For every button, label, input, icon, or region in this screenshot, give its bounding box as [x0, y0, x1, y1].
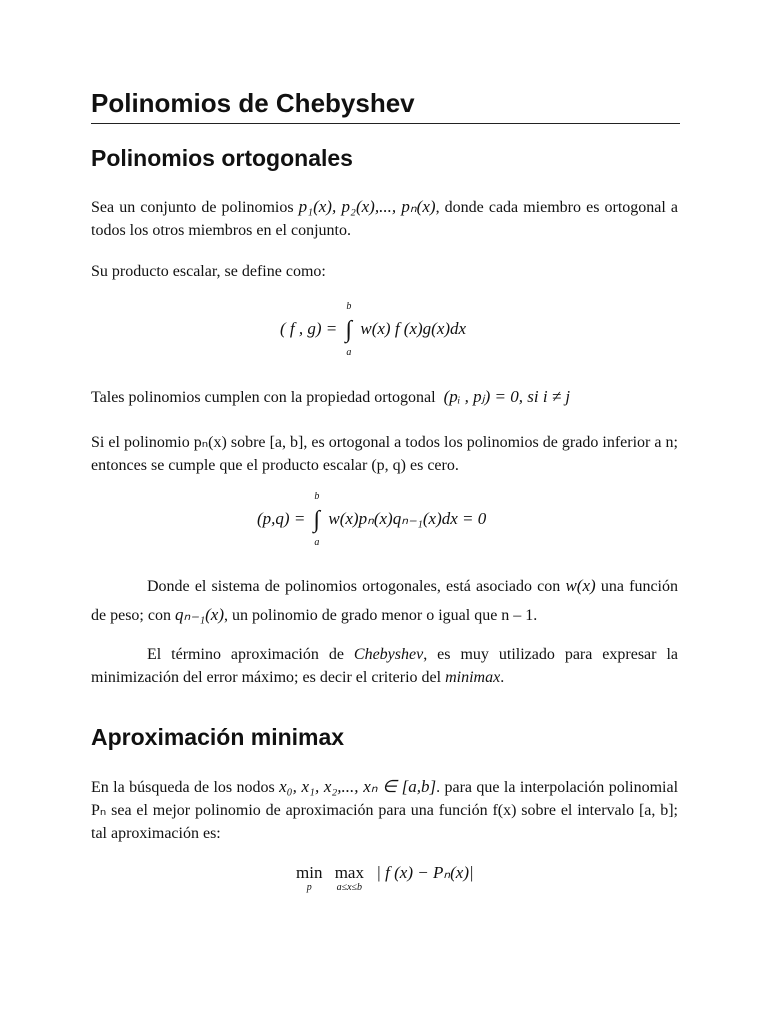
eq2-lower-limit: a: [314, 537, 320, 548]
peso-math-q: qₙ₋₁(x): [174, 605, 225, 624]
cheb-italic-name: Chebyshev: [353, 646, 424, 663]
section-heading-ortogonales: Polinomios ortogonales: [91, 145, 353, 171]
cheb-text-b: , es muy utilizado para expresar la minimización del error máximo; es decir el criterio del: [91, 646, 678, 686]
min-operator: [296, 863, 322, 893]
intro-math-polys: p₁(x), p₂(x),..., pₙ(x): [298, 197, 436, 216]
paragraph-ortogonal: Si el polinomio pₙ(x) sobre [a, b], es ortogonal a todos los polinomios de grado inferior a n; entonces se cumple que el producto escalar (p, q) es cero.: [91, 434, 678, 474]
nodos-text-b: . para que la interpolación: [436, 779, 605, 796]
integral-sign: ∫ b a: [313, 491, 321, 548]
intro-text-b: , donde cada miembro es ortogonal a todos los otros miembros en el conjunto.: [91, 199, 679, 239]
peso-text-c: función de peso; con: [91, 578, 678, 624]
peso-math-w: w(x): [565, 576, 596, 595]
intro-text-a: Sea un conjunto de polinomios: [91, 199, 294, 216]
max-subscript: a≤x≤b: [336, 882, 363, 893]
integral-sign: ∫ b a: [345, 301, 353, 358]
nodos-text-a: En la búsqueda de los nodos: [91, 779, 275, 796]
paragraph-intro: [91, 195, 678, 242]
max-label: max: [334, 863, 364, 882]
peso-text-b: una: [600, 578, 624, 595]
eq1-lhs: ( f , g) =: [280, 318, 338, 338]
equation-inner-product: [280, 301, 467, 358]
paragraph-nodos: [91, 775, 678, 845]
paragraph-chebyshev: [91, 643, 678, 689]
page-title: Polinomios de Chebyshev: [91, 88, 415, 118]
propiedad-text: Tales polinomios cumplen con la propiedad ortogonal: [91, 389, 436, 406]
eq2-lhs: (p,q) =: [257, 508, 306, 528]
eq1-rhs: w(x) f (x)g(x)dx: [360, 318, 467, 338]
cheb-italic-minimax: minimax: [445, 669, 501, 686]
cheb-text-a: El término aproximación de: [147, 646, 344, 663]
minimax-body: | f (x) − Pₙ(x)|: [376, 863, 474, 882]
peso-text-d: , un polinomio de grado menor o igual que n – 1.: [224, 607, 538, 624]
eq1-upper-limit: b: [346, 301, 352, 312]
peso-text-a: Donde el sistema de polinomios ortogonales, está asociado con: [147, 578, 561, 595]
nodos-math: x₀, x₁, x₂,..., xₙ ∈ [a,b]: [279, 777, 437, 796]
equation-orthogonality: [257, 491, 487, 548]
section-heading-minimax: Aproximación minimax: [91, 724, 345, 750]
paragraph-propiedad: [91, 385, 678, 409]
min-label: min: [296, 863, 323, 882]
paragraph-peso: [91, 572, 678, 630]
paragraph-producto: Su producto escalar, se define como:: [91, 263, 326, 280]
eq1-lower-limit: a: [346, 347, 352, 358]
max-operator: [335, 863, 364, 893]
eq2-upper-limit: b: [314, 491, 320, 502]
eq2-rhs: w(x)pₙ(x)qₙ₋₁(x)dx = 0: [328, 508, 487, 528]
equation-minimax: [296, 863, 474, 893]
title-underline: [91, 123, 680, 124]
nodos-text-c: polinomial Pₙ sea el mejor polinomio de aproximación para una función f(x) sobre el intervalo [a, b]; tal aproximación es:: [91, 779, 679, 842]
cheb-text-c: .: [500, 669, 505, 686]
min-subscript: p: [306, 882, 312, 893]
propiedad-math: (pᵢ , pⱼ) = 0, si i ≠ j: [443, 387, 571, 406]
